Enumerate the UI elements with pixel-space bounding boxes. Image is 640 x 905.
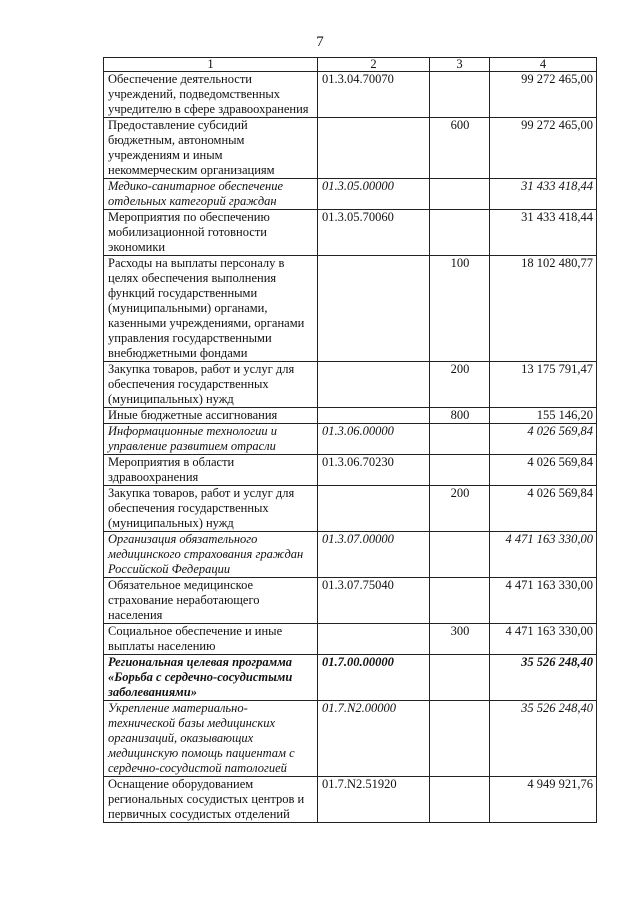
table-row	[104, 210, 597, 256]
table-row	[104, 179, 597, 210]
table-row	[104, 777, 597, 823]
page-number: 7	[316, 34, 324, 50]
row-amount-cell: 31 433 418,44	[490, 210, 597, 256]
row-expense-type-cell	[430, 578, 490, 624]
table-header-row	[104, 58, 597, 72]
column-header-4: 4	[490, 58, 597, 72]
row-amount-cell: 4 026 569,84	[490, 455, 597, 486]
row-expense-type-cell	[430, 701, 490, 777]
row-code-cell	[318, 408, 430, 424]
row-amount-cell: 99 272 465,00	[490, 118, 597, 179]
row-expense-type-cell	[430, 655, 490, 701]
row-name-cell: Закупка товаров, работ и услуг для обеспечения государственных (муниципальных) нужд	[104, 362, 318, 408]
column-header-1: 1	[104, 58, 318, 72]
row-amount-cell: 18 102 480,77	[490, 256, 597, 362]
row-name-cell: Закупка товаров, работ и услуг для обеспечения государственных (муниципальных) нужд	[104, 486, 318, 532]
row-code-cell: 01.3.07.75040	[318, 578, 430, 624]
row-amount-cell: 4 471 163 330,00	[490, 624, 597, 655]
row-expense-type-cell: 100	[430, 256, 490, 362]
row-amount-cell: 4 471 163 330,00	[490, 532, 597, 578]
row-code-cell: 01.3.06.70230	[318, 455, 430, 486]
row-code-cell: 01.3.04.70070	[318, 72, 430, 118]
table-row	[104, 256, 597, 362]
row-amount-cell: 4 026 569,84	[490, 486, 597, 532]
row-expense-type-cell	[430, 179, 490, 210]
row-code-cell: 01.3.05.00000	[318, 179, 430, 210]
table-row	[104, 408, 597, 424]
row-amount-cell: 99 272 465,00	[490, 72, 597, 118]
row-code-cell	[318, 486, 430, 532]
row-amount-cell: 31 433 418,44	[490, 179, 597, 210]
table-row	[104, 532, 597, 578]
row-expense-type-cell	[430, 455, 490, 486]
row-expense-type-cell: 200	[430, 362, 490, 408]
table-body	[104, 72, 597, 823]
table-row	[104, 701, 597, 777]
table-row	[104, 655, 597, 701]
row-expense-type-cell: 800	[430, 408, 490, 424]
row-name-cell: Медико-санитарное обеспечение отдельных категорий граждан	[104, 179, 318, 210]
row-name-cell: Обеспечение деятельности учреждений, подведомственных учредителю в сфере здравоохранения	[104, 72, 318, 118]
row-name-cell: Обязательное медицинское страхование неработающего населения	[104, 578, 318, 624]
table-row	[104, 578, 597, 624]
row-code-cell: 01.3.07.00000	[318, 532, 430, 578]
row-code-cell: 01.3.05.70060	[318, 210, 430, 256]
row-amount-cell: 4 026 569,84	[490, 424, 597, 455]
row-amount-cell: 35 526 248,40	[490, 701, 597, 777]
row-name-cell: Информационные технологии и управление развитием отрасли	[104, 424, 318, 455]
row-name-cell: Региональная целевая программа «Борьба с сердечно-сосудистыми заболеваниями»	[104, 655, 318, 701]
row-code-cell	[318, 118, 430, 179]
column-header-3: 3	[430, 58, 490, 72]
row-expense-type-cell	[430, 777, 490, 823]
row-amount-cell: 4 949 921,76	[490, 777, 597, 823]
row-code-cell	[318, 624, 430, 655]
row-expense-type-cell	[430, 532, 490, 578]
row-name-cell: Мероприятия по обеспечению мобилизационной готовности экономики	[104, 210, 318, 256]
row-name-cell: Укрепление материально-технической базы медицинских организаций, оказывающих медицинскую помощь пациентам с сердечно-сосудистой патологией	[104, 701, 318, 777]
row-amount-cell: 155 146,20	[490, 408, 597, 424]
row-name-cell: Организация обязательного медицинского страхования граждан Российской Федерации	[104, 532, 318, 578]
budget-table	[103, 57, 597, 823]
row-code-cell	[318, 362, 430, 408]
row-name-cell: Мероприятия в области здравоохранения	[104, 455, 318, 486]
column-header-2: 2	[318, 58, 430, 72]
table-row	[104, 455, 597, 486]
row-amount-cell: 35 526 248,40	[490, 655, 597, 701]
row-expense-type-cell	[430, 210, 490, 256]
row-name-cell: Иные бюджетные ассигнования	[104, 408, 318, 424]
table-row	[104, 424, 597, 455]
row-name-cell: Предоставление субсидий бюджетным, автономным учреждениям и иным некоммерческим организациям	[104, 118, 318, 179]
row-amount-cell: 13 175 791,47	[490, 362, 597, 408]
row-name-cell: Расходы на выплаты персоналу в целях обеспечения выполнения функций государственными (муниципальными) органами, казенными учреждениями, органами управления государственными внебюджетными фондами	[104, 256, 318, 362]
row-code-cell: 01.7.00.00000	[318, 655, 430, 701]
row-name-cell: Оснащение оборудованием региональных сосудистых центров и первичных сосудистых отделений	[104, 777, 318, 823]
row-expense-type-cell: 600	[430, 118, 490, 179]
row-name-cell: Социальное обеспечение и иные выплаты населению	[104, 624, 318, 655]
row-expense-type-cell: 300	[430, 624, 490, 655]
table-row	[104, 624, 597, 655]
row-expense-type-cell: 200	[430, 486, 490, 532]
table-row	[104, 118, 597, 179]
row-amount-cell: 4 471 163 330,00	[490, 578, 597, 624]
row-code-cell	[318, 256, 430, 362]
table-row	[104, 362, 597, 408]
row-expense-type-cell	[430, 72, 490, 118]
row-code-cell: 01.3.06.00000	[318, 424, 430, 455]
row-code-cell: 01.7.N2.00000	[318, 701, 430, 777]
row-expense-type-cell	[430, 424, 490, 455]
table-row	[104, 486, 597, 532]
row-code-cell: 01.7.N2.51920	[318, 777, 430, 823]
table-row	[104, 72, 597, 118]
